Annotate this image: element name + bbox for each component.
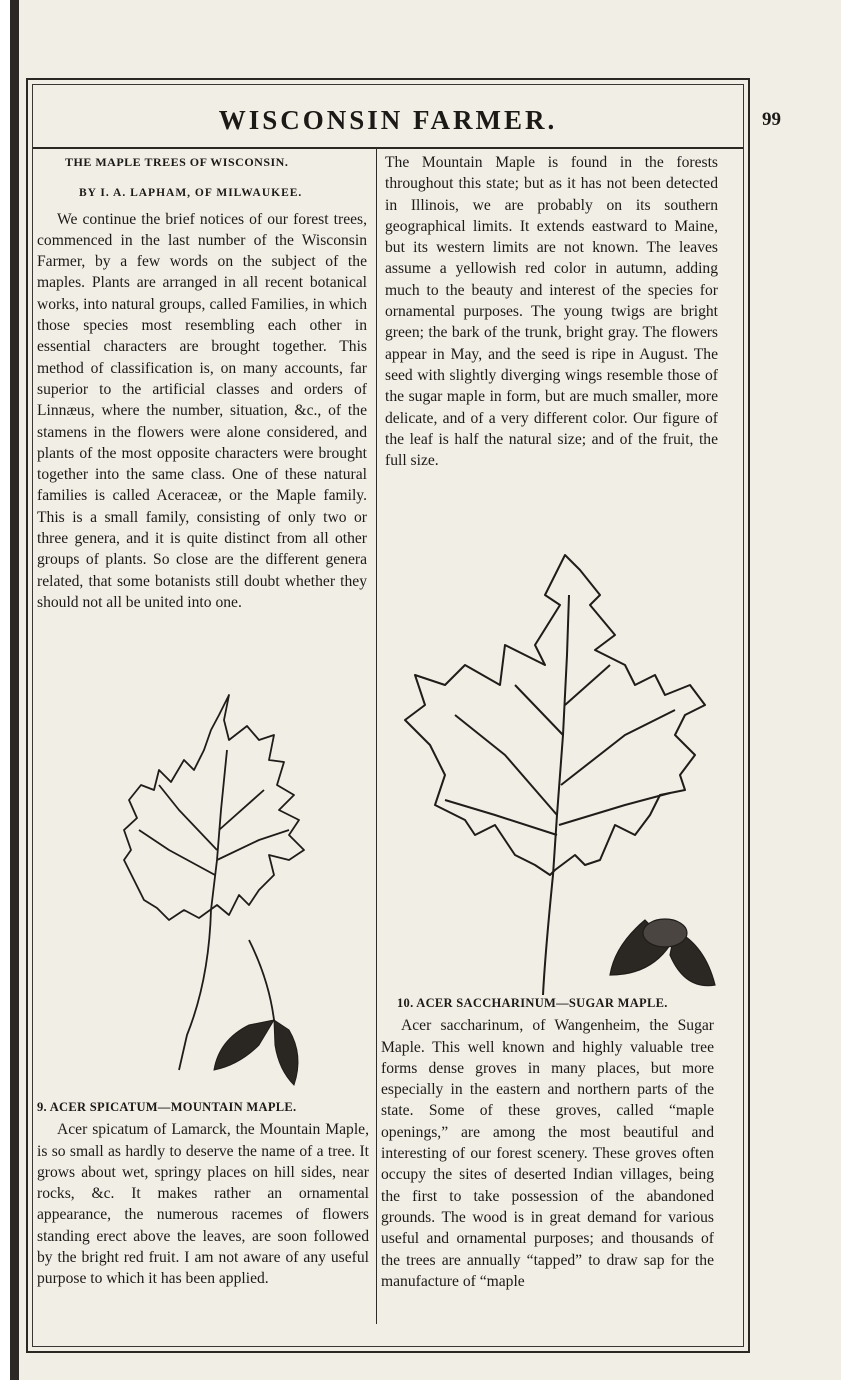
mountain-maple-caption: 9. ACER SPICATUM—MOUNTAIN MAPLE. xyxy=(37,1100,297,1114)
article-byline: BY I. A. LAPHAM, OF MILWAUKEE. xyxy=(79,187,303,200)
mountain-maple-continued: The Mountain Maple is found in the forests throughout this state; but as it has not been detected in Illinois, we are probably on its southern geographical limits. It extends eastward to Maine, but its western limits are not known. The leaves assume a yellowish red color in autumn, adding much to the beauty and interest of the species for ornamental purposes. The young twigs are bright green; the bark of the trunk, bright gray. The flowers appear in May, and the seed is ripe in August. The seed with slightly diverging wings resemble those of the sugar maple in form, but are much smaller, more delicate, and of a very different color. Our figure of the leaf is half the natural size; and of the fruit, the full size. xyxy=(385,154,718,470)
page-number: 99 xyxy=(762,109,781,130)
sugar-maple-caption: 10. ACER SACCHARINUM—SUGAR MAPLE. xyxy=(397,996,668,1010)
newspaper-page xyxy=(26,78,781,1353)
right-column-top xyxy=(385,152,718,471)
mountain-maple-leaf-icon xyxy=(99,690,339,1100)
article-title: THE MAPLE TREES OF WISCONSIN. xyxy=(65,155,289,169)
mountain-maple-illustration xyxy=(99,690,339,1100)
page-frame xyxy=(32,84,781,1347)
scan-margin xyxy=(0,0,10,1380)
intro-paragraph: We continue the brief notices of our forest trees, commenced in the last number of the Wisconsin Farmer, by a few words on the subject of the maples. Plants are arranged in all recent botanical works, into natural groups, called Families, in which those species most resembling each other in essential characters are brought together. This method of classification is, on many accounts, far superior to the artificial classes and orders of Linnæus, where the number, situation, &c., of the stamens in the flowers were alone considered, and plants of the most opposite characters were brought together into the same class. One of these natural families is called Aceraceæ, or the Maple family. This is a small family, consisting of only two or three genera, and it is quite distinct from all other groups of plants. So close are the different genera related, that some botanists still doubt whether they should not all be united into one. xyxy=(37,210,367,611)
masthead-title: WISCONSIN FARMER. xyxy=(218,105,558,135)
left-column-top xyxy=(37,152,367,613)
sugar-maple-paragraph: Acer saccharinum, of Wangenheim, the Sugar Maple. This well known and highly valuable tree forms dense groves in many places, but more especially in the eastern and northern parts of the state. Some of these groves, called “maple openings,” are among the most beautiful and interesting of our forest scenery. These groves often occupy the sites of deserted Indian villages, being the first to take possession of the abandoned grounds. The wood is in great demand for various useful and ornamental purposes; and thousands of the trees are annually “tapped” to draw sap for the manufacture of “maple xyxy=(381,1017,714,1290)
page-binding-edge xyxy=(10,0,19,1380)
right-column-bottom xyxy=(381,993,714,1292)
left-column-bottom xyxy=(37,1097,369,1290)
sugar-maple-leaf-icon xyxy=(385,535,755,1000)
mountain-maple-paragraph: Acer spicatum of Lamarck, the Mountain Maple, is so small as hardly to deserve the name of a tree. It grows about wet, springy places on hill sides, near rocks, &c. It makes rather an ornamental appearance, the numerous racemes of flowers standing erect above the leaves, are soon followed by the bright red fruit. I am not aware of any useful purpose to which it has been applied. xyxy=(37,1121,369,1288)
masthead xyxy=(33,85,781,149)
column-rule xyxy=(376,147,377,1324)
sugar-maple-illustration xyxy=(385,535,755,1000)
